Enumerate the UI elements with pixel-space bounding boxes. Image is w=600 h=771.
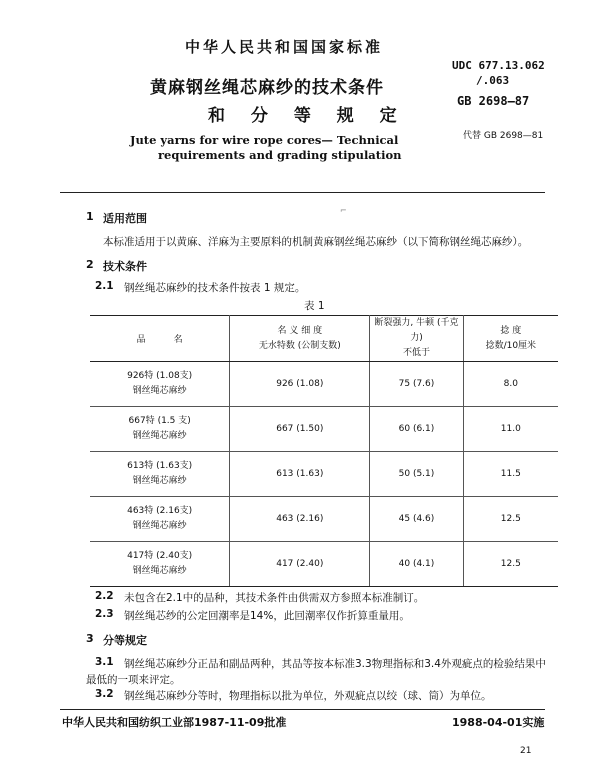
- title-en-line-1: Jute yarns for wire rope cores— Technical: [130, 133, 399, 147]
- cell-product-name: 463特 (2.16支) 钢丝绳芯麻纱: [90, 497, 230, 542]
- header-twist-line-2: 捻数/10厘米: [485, 340, 537, 351]
- cell-twist: 11.5: [463, 452, 558, 497]
- cell-fineness: 667 (1.50): [230, 407, 370, 452]
- section-3-number: 3: [86, 632, 94, 645]
- cell-twist: 12.5: [463, 497, 558, 542]
- header-twist-line-1: 捻 度: [500, 325, 522, 336]
- title-cn-line-1: 黄麻钢丝绳芯麻纱的技术条件: [150, 78, 384, 98]
- clause-2-1-number: 2.1: [95, 280, 114, 292]
- header-twist: [463, 316, 558, 362]
- udc-line-2: /.063: [476, 74, 510, 87]
- cell-twist: 8.0: [463, 362, 558, 407]
- cell-fineness: 417 (2.40): [230, 542, 370, 587]
- section-1-title: 适用范围: [103, 212, 147, 225]
- cell-product-name: 926特 (1.08支) 钢丝绳芯麻纱: [90, 362, 230, 407]
- clause-2-2-text: 未包含在2.1中的品种，其技术条件由供需双方参照本标准制订。: [124, 592, 425, 604]
- clause-3-2-text: 钢丝绳芯麻纱分等时，物理指标以批为单位，外观疵点以绞（球、筒）为单位。: [124, 690, 492, 702]
- clause-2-3-number: 2.3: [95, 608, 114, 620]
- title-en-line-2: requirements and grading stipulation: [158, 148, 402, 162]
- header-strength: [370, 316, 463, 362]
- cell-strength: 45 (4.6): [370, 497, 463, 542]
- udc-line-1: UDC 677.13.062: [452, 59, 545, 72]
- header-divider: [60, 192, 545, 193]
- header-fineness: [230, 316, 370, 362]
- cell-strength: 50 (5.1): [370, 452, 463, 497]
- clause-2-1-text: 钢丝绳芯麻纱的技术条件按表 1 规定。: [124, 282, 306, 294]
- approval-line: 中华人民共和国纺织工业部1987-11-09批准: [62, 716, 287, 729]
- cell-fineness: 613 (1.63): [230, 452, 370, 497]
- clause-3-2-number: 3.2: [95, 688, 114, 700]
- header-product-name: 品名: [90, 316, 230, 362]
- section-2-number: 2: [86, 258, 94, 271]
- cell-twist: 11.0: [463, 407, 558, 452]
- table-row: [90, 497, 558, 542]
- gb-number: GB 2698—87: [457, 94, 530, 108]
- cell-product-name: 417特 (2.40支) 钢丝绳芯麻纱: [90, 542, 230, 587]
- section-1-number: 1: [86, 210, 94, 223]
- standard-name: 中华人民共和国国家标准: [185, 38, 384, 56]
- clause-3-1-text-b: 最低的一项来评定。: [86, 674, 181, 686]
- table-caption: 表 1: [304, 300, 325, 312]
- table-row: [90, 407, 558, 452]
- footer-divider: [60, 709, 545, 710]
- section-3-title: 分等规定: [103, 634, 147, 647]
- replaces-note: 代替 GB 2698—81: [463, 131, 544, 141]
- udc-code: [452, 58, 545, 88]
- table-row: [90, 542, 558, 587]
- page-number: 21: [520, 746, 532, 756]
- scan-mark: ⌐: [340, 206, 347, 215]
- table-row: [90, 452, 558, 497]
- cell-product-name: 667特 (1.5 支) 钢丝绳芯麻纱: [90, 407, 230, 452]
- table-header-row: [90, 316, 558, 362]
- header-strength-line-2: 不低于: [402, 348, 430, 358]
- clause-3-1-text-a: 钢丝绳芯麻纱分正品和副品两种，其品等按本标准3.3物理指标和3.4外观疵点的检验结果中: [124, 658, 546, 670]
- cell-strength: 60 (6.1): [370, 407, 463, 452]
- table-1: [90, 315, 558, 587]
- table-row: [90, 362, 558, 407]
- section-1-text: 本标准适用于以黄麻、洋麻为主要原料的机制黄麻钢丝绳芯麻纱（以下简称钢丝绳芯麻纱）。: [103, 236, 529, 248]
- section-2-title: 技术条件: [103, 260, 147, 273]
- title-cn-line-2: 和 分 等 规 定: [208, 106, 407, 126]
- cell-strength: 75 (7.6): [370, 362, 463, 407]
- clause-3-1-number: 3.1: [95, 656, 114, 668]
- clause-2-2-number: 2.2: [95, 590, 114, 602]
- header-fineness-line-1: 名 义 细 度: [277, 325, 323, 336]
- cell-twist: 12.5: [463, 542, 558, 587]
- effective-date: 1988-04-01实施: [452, 716, 545, 729]
- header-fineness-line-2: 无水特数 (公制支数): [258, 340, 341, 351]
- cell-fineness: 926 (1.08): [230, 362, 370, 407]
- cell-strength: 40 (4.1): [370, 542, 463, 587]
- header-strength-line-1: 断裂强力, 牛顿 (千克力): [374, 318, 459, 343]
- cell-product-name: 613特 (1.63支) 钢丝绳芯麻纱: [90, 452, 230, 497]
- clause-2-3-text: 钢丝绳芯纱的公定回潮率是14%，此回潮率仅作折算重量用。: [124, 610, 410, 622]
- cell-fineness: 463 (2.16): [230, 497, 370, 542]
